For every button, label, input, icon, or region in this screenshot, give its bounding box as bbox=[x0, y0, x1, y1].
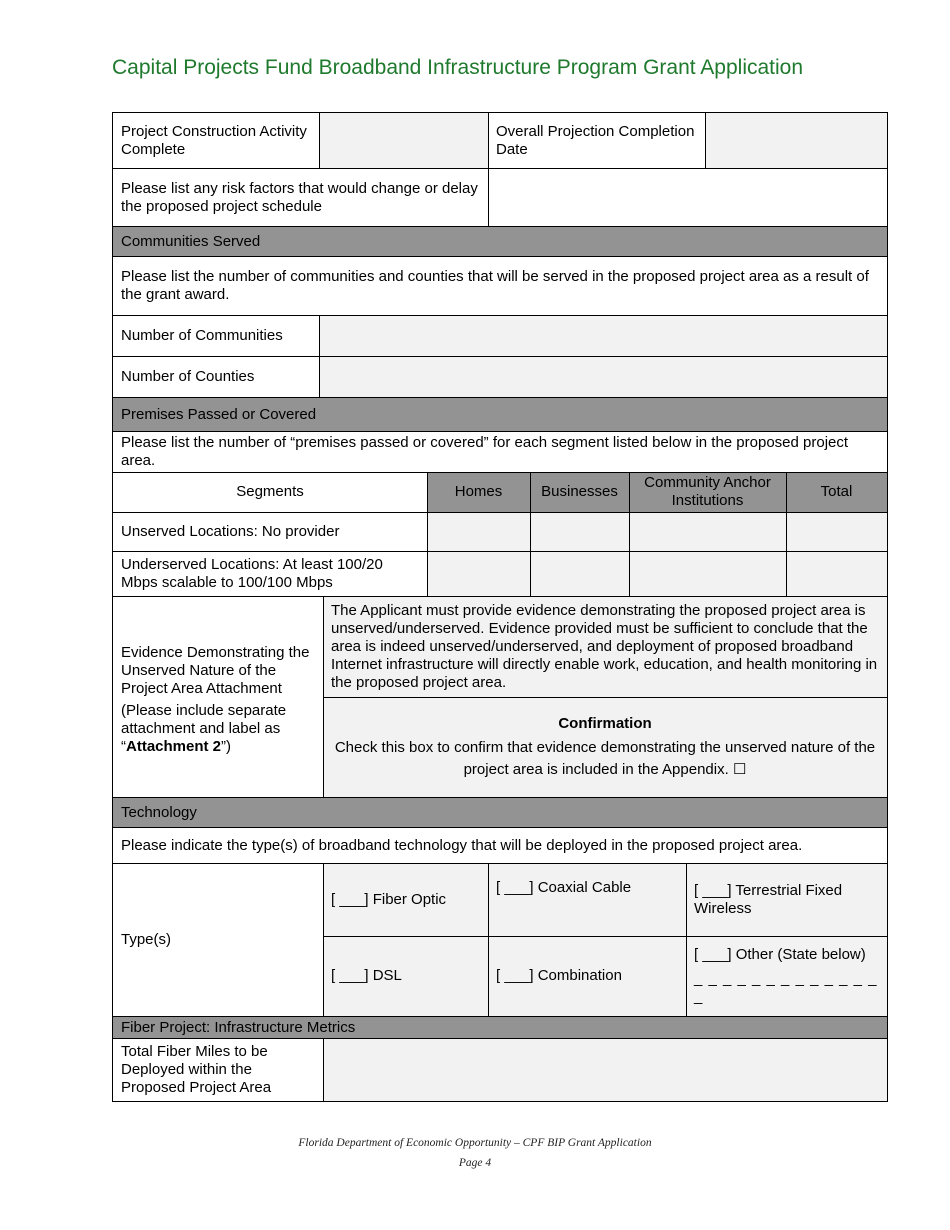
communities-instruction: Please list the number of communities and counties that will be served in the proposed project area as a result of the grant award. bbox=[121, 268, 869, 303]
page-title: Capital Projects Fund Broadband Infrastructure Program Grant Application bbox=[112, 56, 804, 79]
row-label-underserved: Underserved Locations: At least 100/20 Mbps scalable to 100/100 Mbps bbox=[121, 555, 383, 591]
unserved-total-field[interactable] bbox=[786, 512, 887, 551]
projection-completion-field[interactable] bbox=[705, 113, 887, 169]
evidence-attachment-note: (Please include separate attachment and label as “Attachment 2”) bbox=[121, 702, 287, 755]
technology-section bbox=[112, 797, 888, 1017]
unserved-businesses-field[interactable] bbox=[530, 512, 629, 551]
confirmation-title: Confirmation bbox=[558, 715, 652, 732]
schedule-section bbox=[112, 112, 888, 227]
coaxial-cable-option[interactable]: [ ___] Coaxial Cable bbox=[488, 863, 686, 936]
unserved-homes-field[interactable] bbox=[427, 512, 530, 551]
column-header-anchor-institutions: Community Anchor Institutions bbox=[629, 472, 786, 512]
underserved-homes-field[interactable] bbox=[427, 551, 530, 596]
column-header-total: Total bbox=[786, 472, 887, 512]
evidence-label-cell bbox=[113, 597, 323, 797]
fiber-optic-option[interactable]: [ ___] Fiber Optic bbox=[323, 863, 488, 936]
confirmation-cell bbox=[323, 697, 887, 797]
evidence-label: Evidence Demonstrating the Unserved Nature of the Project Area Attachment bbox=[121, 644, 310, 697]
attachment-label: Attachment 2 bbox=[126, 738, 222, 755]
communities-section bbox=[112, 226, 888, 398]
other-option[interactable] bbox=[686, 936, 887, 1016]
counties-count-field[interactable] bbox=[319, 356, 887, 397]
communities-count-label: Number of Communities bbox=[121, 326, 283, 344]
underserved-anchor-field[interactable] bbox=[629, 551, 786, 596]
underserved-businesses-field[interactable] bbox=[530, 551, 629, 596]
confirmation-text: Check this box to confirm that evidence demonstrating the unserved nature of the project area is included in the Appendix. bbox=[334, 739, 876, 778]
evidence-description: The Applicant must provide evidence demonstrating the proposed project area is unserved/underserved. Evidence provided must be sufficient to conclude that the area is indeed unserved/underserved, and deployment of proposed broadband Internet infrastructure will directly enable work, education, and health monitoring in the proposed project area. bbox=[323, 597, 887, 697]
other-option-label: [ ___] Other (State below) bbox=[694, 946, 866, 963]
construction-complete-label: Project Construction Activity Complete bbox=[121, 123, 307, 158]
construction-complete-field[interactable] bbox=[319, 113, 488, 169]
technology-instruction: Please indicate the type(s) of broadband technology that will be deployed in the proposed project area. bbox=[121, 836, 803, 854]
column-header-homes: Homes bbox=[427, 472, 530, 512]
premises-instruction: Please list the number of “premises passed or covered” for each segment listed below in the proposed project area. bbox=[121, 434, 849, 469]
footer-page-number: Page 4 bbox=[458, 1157, 492, 1169]
fixed-wireless-option[interactable]: [ ___] Terrestrial Fixed Wireless bbox=[686, 863, 887, 936]
types-label: Type(s) bbox=[121, 930, 172, 948]
other-write-in-line[interactable]: _ _ _ _ _ _ _ _ _ _ _ _ _ _ bbox=[694, 970, 878, 1005]
projection-completion-label: Overall Projection Completion Date bbox=[496, 123, 695, 158]
fiber-metrics-section bbox=[112, 1016, 888, 1102]
premises-header: Premises Passed or Covered bbox=[113, 398, 887, 432]
combination-option[interactable]: [ ___] Combination bbox=[488, 936, 686, 1016]
column-header-segments: Segments bbox=[236, 483, 304, 500]
fiber-miles-field[interactable] bbox=[323, 1039, 887, 1101]
row-label-unserved: Unserved Locations: No provider bbox=[121, 522, 340, 540]
technology-header: Technology bbox=[113, 798, 887, 828]
counties-count-label: Number of Counties bbox=[121, 367, 255, 385]
dsl-option[interactable]: [ ___] DSL bbox=[323, 936, 488, 1016]
premises-section bbox=[112, 397, 888, 597]
footer-organization: Florida Department of Economic Opportunity – CPF BIP Grant Application bbox=[298, 1137, 652, 1149]
fiber-miles-label: Total Fiber Miles to be Deployed within the Proposed Project Area bbox=[121, 1043, 272, 1096]
column-header-businesses: Businesses bbox=[530, 472, 629, 512]
evidence-section bbox=[112, 596, 888, 798]
communities-count-field[interactable] bbox=[319, 315, 887, 356]
communities-header: Communities Served bbox=[113, 227, 887, 257]
unserved-anchor-field[interactable] bbox=[629, 512, 786, 551]
underserved-total-field[interactable] bbox=[786, 551, 887, 596]
fiber-metrics-header: Fiber Project: Infrastructure Metrics bbox=[113, 1017, 887, 1039]
risk-factors-field[interactable] bbox=[488, 169, 887, 226]
risk-factors-label: Please list any risk factors that would change or delay the proposed project schedule bbox=[121, 179, 478, 215]
confirmation-checkbox[interactable]: ☐ bbox=[732, 761, 747, 778]
